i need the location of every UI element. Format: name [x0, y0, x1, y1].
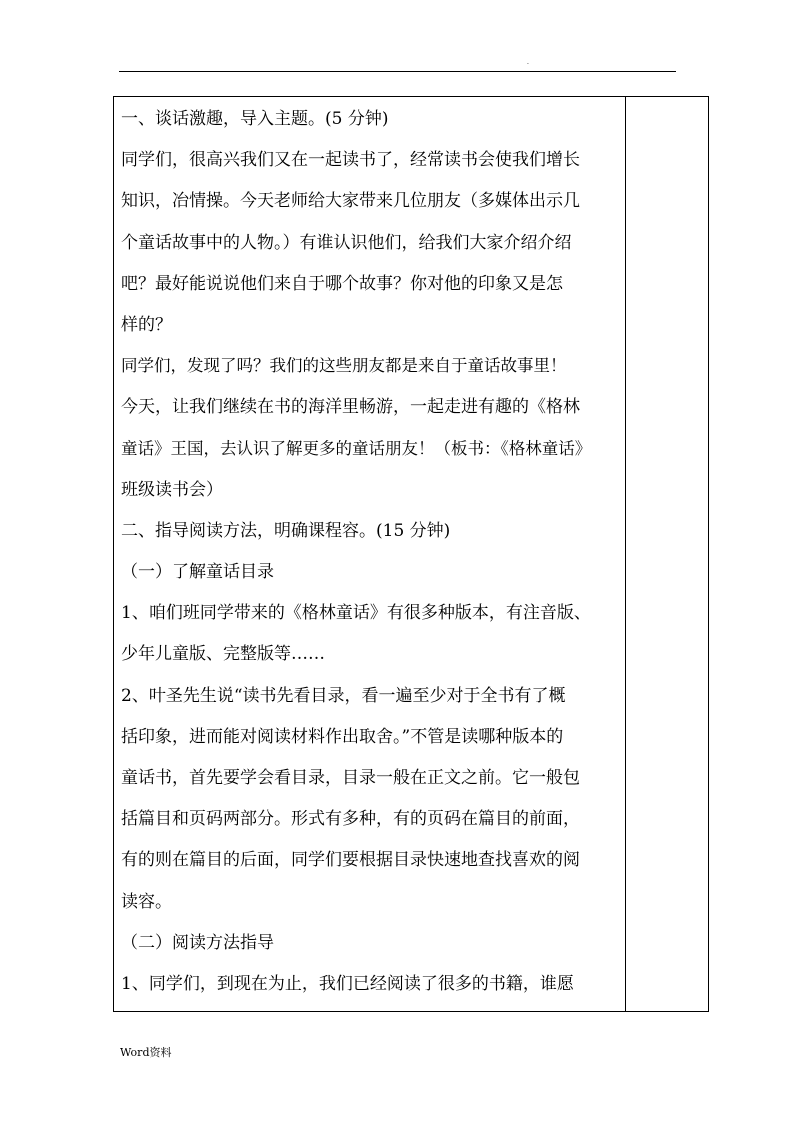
text-line: 知识，冶情操。今天老师给大家带来几位朋友（多媒体出示几 — [121, 191, 580, 212]
text-line: 个童话故事中的人物。）有谁认识他们，给我们大家介绍介绍 — [121, 232, 572, 253]
text-line: 少年儿童版、完整版等…… — [121, 644, 325, 665]
text-line: 括印象，进而能对阅读材料作出取舍。”不管是读哪种版本的 — [121, 726, 564, 747]
text-line: 有的则在篇目的后面，同学们要根据目录快速地查找喜欢的阅 — [121, 850, 580, 871]
lesson-content — [121, 105, 621, 1011]
text-line: 同学们，很高兴我们又在一起读书了，经常读书会使我们增长 — [121, 150, 580, 171]
text-line: 读容。 — [121, 891, 172, 912]
footer-label: Word资料 — [120, 1046, 172, 1059]
section-heading: 一、谈话激趣，导入主题。(5 分钟) — [121, 109, 389, 129]
text-line: 样的？ — [121, 314, 172, 335]
text-line: 1、咱们班同学带来的《格林童话》有很多种版本，有注音版、 — [121, 603, 591, 624]
column-divider — [625, 97, 626, 1011]
text-line: 同学们，发现了吗？我们的这些朋友都是来自于童话故事里！ — [121, 356, 567, 376]
lesson-table — [113, 96, 709, 1012]
text-line: 童话书，首先要学会看目录，目录一般在正文之前。它一般包 — [121, 768, 580, 788]
header-mark: . — [527, 59, 529, 66]
section-heading: 二、指导阅读方法，明确课程容。(15 分钟) — [121, 520, 451, 541]
subsection-heading: （二）阅读方法指导 — [121, 932, 274, 953]
text-line: 2、叶圣先生说“读书先看目录，看一遍至少对于全书有了概 — [121, 685, 566, 706]
text-line: 吧？最好能说说他们来自于哪个故事？你对他的印象又是怎 — [121, 273, 563, 294]
text-line: 班级读书会） — [121, 479, 223, 500]
text-line: 童话》王国，去认识了解更多的童话朋友！（板书：《格林童话》 — [121, 438, 592, 458]
text-line: 括篇目和页码两部分。形式有多种，有的页码在篇目的前面， — [121, 809, 580, 830]
text-line: 1、同学们，到现在为止，我们已经阅读了很多的书籍，谁愿 — [121, 973, 574, 994]
text-line: 今天，让我们继续在书的海洋里畅游，一起走进有趣的《格林 — [121, 397, 580, 418]
header-rule — [119, 71, 676, 72]
subsection-heading: （一）了解童话目录 — [121, 562, 274, 583]
